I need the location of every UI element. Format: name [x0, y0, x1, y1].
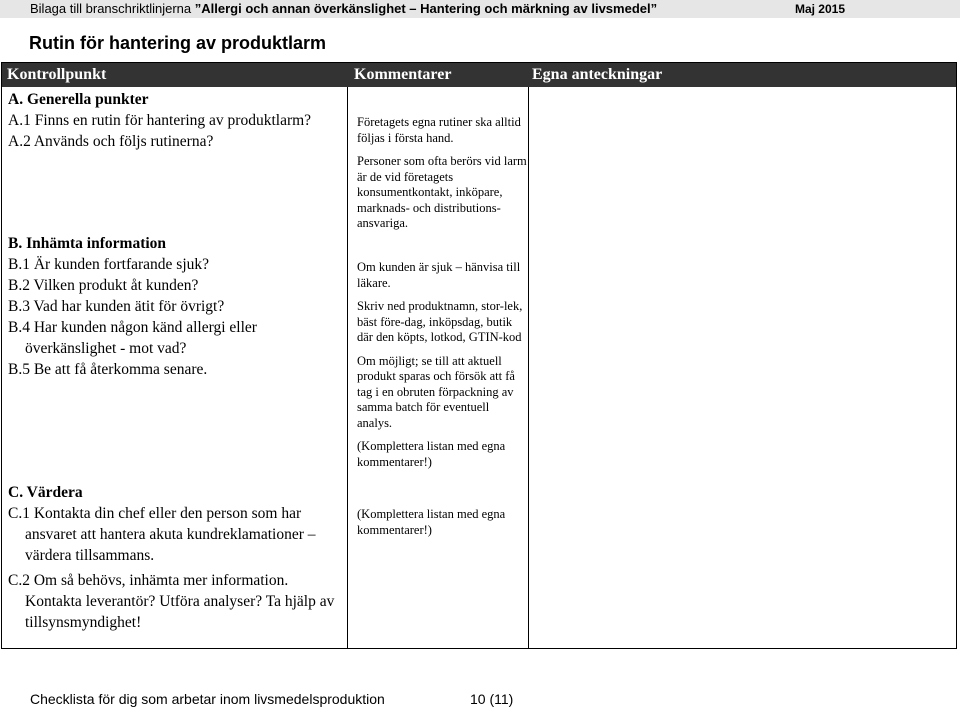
header-date: Maj 2015 [794, 2, 845, 16]
checklist-table [1, 62, 957, 649]
section-a-notes [357, 115, 527, 240]
column-header-egna-anteckningar: Egna anteckningar [532, 66, 663, 83]
list-item: B.4 Har kunden någon känd allergi eller överkänslighet - mot vad? [8, 319, 257, 357]
header-title-bold: ”Allergi och annan överkänslighet – Hantering och märkning av livsmedel” [194, 1, 658, 16]
list-item: B.5 Be att få återkomma senare. [8, 361, 208, 378]
comment-text: Om kunden är sjuk – hänvisa till läkare. [357, 260, 521, 290]
page-number: 10 (11) [470, 691, 514, 707]
list-item: A.1 Finns en rutin för hantering av produktlarm? [8, 112, 312, 129]
section-c-notes [357, 507, 527, 546]
list-item: B.3 Vad har kunden ätit för övrigt? [8, 298, 225, 315]
comment-text: Företagets egna rutiner ska alltid följas i första hand. [357, 115, 521, 145]
column-header-kommentarer: Kommentarer [354, 66, 452, 83]
header-title [30, 0, 657, 18]
list-item: C.2 Om så behövs, inhämta mer information. Kontakta leverantör? Utföra analyser? Ta hjälp av tillsynsmyndighet! [8, 572, 335, 631]
footer-text: Checklista för dig som arbetar inom livsmedelsproduktion [30, 691, 385, 707]
document-header [0, 0, 960, 18]
column-header-kontrollpunkt: Kontrollpunkt [7, 66, 107, 83]
comment-text: (Komplettera listan med egna kommentarer!) [357, 507, 506, 537]
section-b-notes [357, 260, 527, 478]
header-prefix: Bilaga till branschriktlinjerna [30, 1, 195, 16]
section-heading: A. Generella punkter [8, 91, 149, 108]
list-item: C.1 Kontakta din chef eller den person som har ansvaret att hantera akuta kundreklamationer – värdera tillsammans. [8, 505, 316, 564]
list-item: A.2 Används och följs rutinerna? [8, 133, 214, 150]
column-divider [347, 87, 348, 648]
comment-text: Personer som ofta berörs vid larm är de vid företagets konsumentkontakt, inköpare, marknads- och distributions-ansvariga. [357, 154, 527, 230]
section-heading: B. Inhämta information [8, 235, 167, 252]
comment-text: Om möjligt; se till att aktuell produkt sparas och försök att få tag i en obruten förpackning av samma batch för eventuell analys. [357, 353, 515, 430]
section-heading: C. Värdera [8, 484, 83, 501]
comment-text: Skriv ned produktnamn, stor-lek, bäst före-dag, inköpsdag, butik där den köpts, lotkod, GTIN-kod [357, 299, 523, 344]
table-header-row [2, 63, 956, 87]
section-a [8, 89, 311, 152]
section-b [8, 233, 338, 380]
page-title: Rutin för hantering av produktlarm [29, 33, 327, 53]
section-c [8, 482, 338, 633]
column-divider [528, 87, 529, 648]
list-item: B.2 Vilken produkt åt kunden? [8, 277, 199, 294]
comment-text: (Komplettera listan med egna kommentarer!) [357, 439, 506, 469]
list-item: B.1 Är kunden fortfarande sjuk? [8, 256, 210, 273]
page-footer [0, 686, 960, 711]
